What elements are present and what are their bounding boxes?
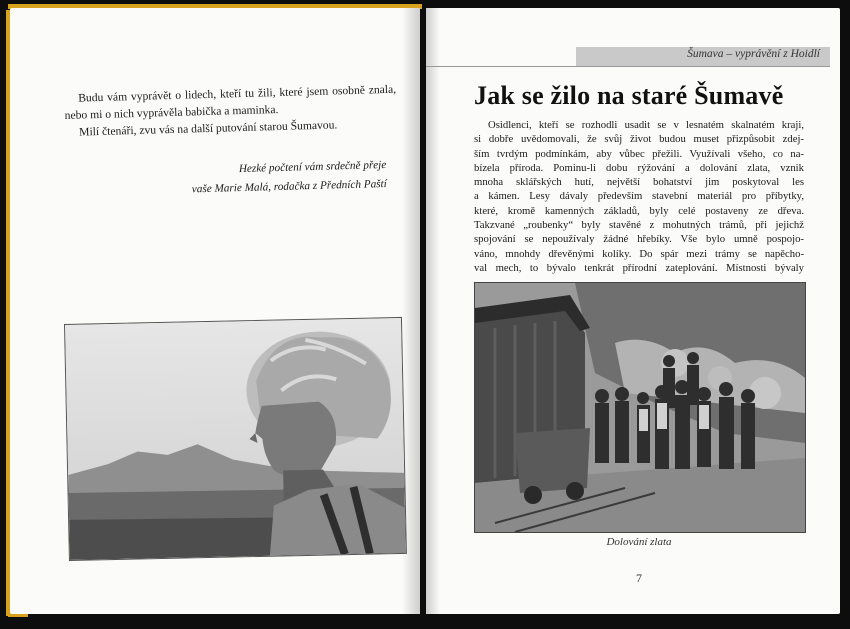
body-text [474, 118, 804, 275]
signature-line: Hezké počtení vám srdečně přeje [238, 158, 387, 176]
intro-paragraph: Milí čtenáři, zvu vás na další putování starou Šumavou. [78, 118, 338, 139]
text-line: spojování se nepoužívaly žádné hřebíky. Vše bylo umně pospojo- [474, 233, 804, 246]
text-line: mnoha sklářských hutí, největší bohatství jim poskytoval les [474, 176, 804, 189]
intro-text [64, 81, 397, 141]
running-header: Šumava – vyprávění z Hoidlí [687, 48, 820, 60]
left-page [10, 8, 420, 614]
intro-paragraph: Budu vám vyprávět o lidech, kteří tu žili, které jsem osobně znala, nebo mi o nich vyprávěla babička a maminka. [64, 82, 397, 122]
text-line: Osidlenci, kteří se rozhodli usadit se v lesnatém skalnatém kraji, [488, 119, 804, 131]
text-line: si dobře uvědomovali, že svůj život budou muset přizpůsobit zdej- [474, 133, 804, 146]
right-page [426, 8, 840, 614]
text-line: Takzvané „roubenky“ byly stavěné z mohutných trámů, při jejichž [474, 219, 804, 232]
text-line: váno, mnohdy dřevěnými kolíky. Do spár mezi trámy se napěcho- [474, 247, 804, 260]
page-gutter-shadow [426, 8, 440, 614]
signature-line: vaše Marie Malá, rodačka z Předních Paští [191, 177, 387, 196]
text-line: ším tvrdým podmínkám, aby vůbec přežili. Využívali všeho, co na- [474, 147, 804, 160]
page-number: 7 [636, 571, 642, 585]
text-line: a kámen. Lesy dávaly především stavební materiál pro příbytky, [474, 190, 804, 203]
header-rule [426, 66, 830, 67]
photo-caption: Dolování zlata [606, 536, 672, 548]
mining-photo [474, 282, 806, 533]
text-line: bízela příroda. Pominu-li dobu rýžování a dolování zlata, vznik [474, 161, 804, 174]
signature [126, 156, 387, 201]
portrait-photo [64, 317, 407, 561]
text-line: které, kromě kamenných základů, byly celé postaveny ze dřeva. [474, 204, 804, 217]
text-line: val mech, to bývalo tenkrát přírodní zateplování. Místnosti bývaly [474, 261, 804, 274]
chapter-title: Jak se žilo na staré Šumavě [474, 81, 784, 110]
